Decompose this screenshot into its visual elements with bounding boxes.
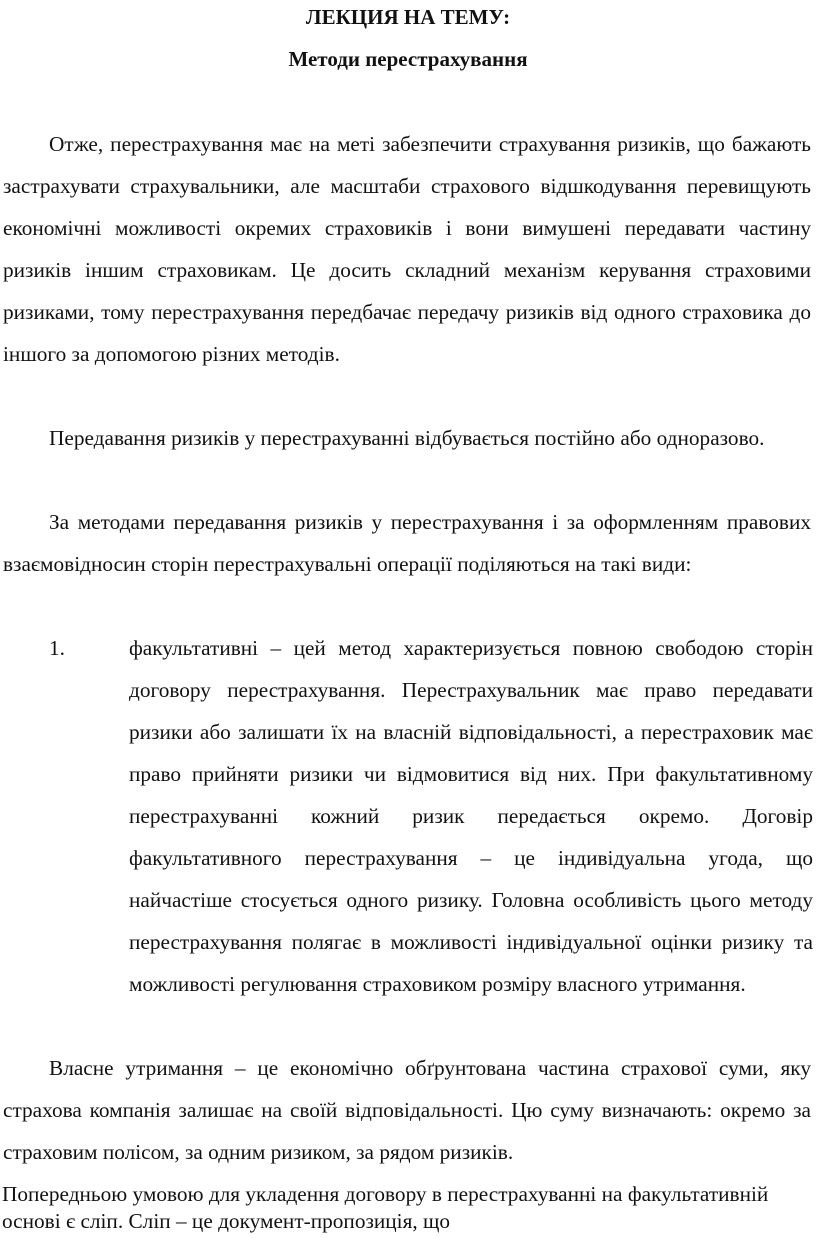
paragraph-transfer: Передавання ризиків у перестрахуванні відбувається постійно або одноразово.: [49, 426, 765, 450]
paragraph-retention: Власне утримання – це економічно обґрунтована частина страхової суми, яку страхова компанія залишає на своїй відповідальності. Цю суму визначають: окремо за страховим полісом, за одним ризиком, за рядом ризиків.: [3, 1056, 811, 1164]
lecture-subtitle: Методи перестрахування: [288, 47, 528, 71]
list-item-text: факультативні – цей метод характеризується повною свободою сторін договору перестрахування. Перестрахувальник має право передавати ризики або залишати їх на власній відповідальності, а перестраховик має право прийняти ризики чи відмовитися від них. При факультативному перестрахуванні кожний ризик передається окремо. Договір факультативного перестрахування – це індивідуальна угода, що найчастіше стосується одного ризику. Головна особливість цього методу перестрахування полягає в можливості індивідуальної оцінки ризику та можливості регулювання страховиком розміру власного утримання.: [129, 636, 813, 996]
paragraph-intro: Отже, перестрахування має на меті забезпечити страхування ризиків, що бажають застрахувати страхувальники, але масштаби страхового відшкодування перевищують економічні можливості окремих страховиків і вони вимушені передавати частину ризиків іншим страховикам. Це досить складний механізм керування страховими ризиками, тому перестрахування передбачає передачу ризиків від одного страховика до іншого за допомогою різних методів.: [3, 132, 811, 366]
paragraph-slip: Попередньою умовою для укладення договору в перестрахуванні на факультативній основі є сліп. Слiп – це документ-пропозиція, що: [2, 1182, 769, 1233]
lecture-title: ЛЕКЦИЯ НА ТЕМУ:: [305, 5, 511, 29]
paragraph-methods: За методами передавання ризиків у перестрахування і за оформленням правових взаємовідносин сторін перестрахувальні операції поділяються на такі види:: [3, 510, 811, 576]
list-item-number: 1.: [49, 636, 65, 660]
